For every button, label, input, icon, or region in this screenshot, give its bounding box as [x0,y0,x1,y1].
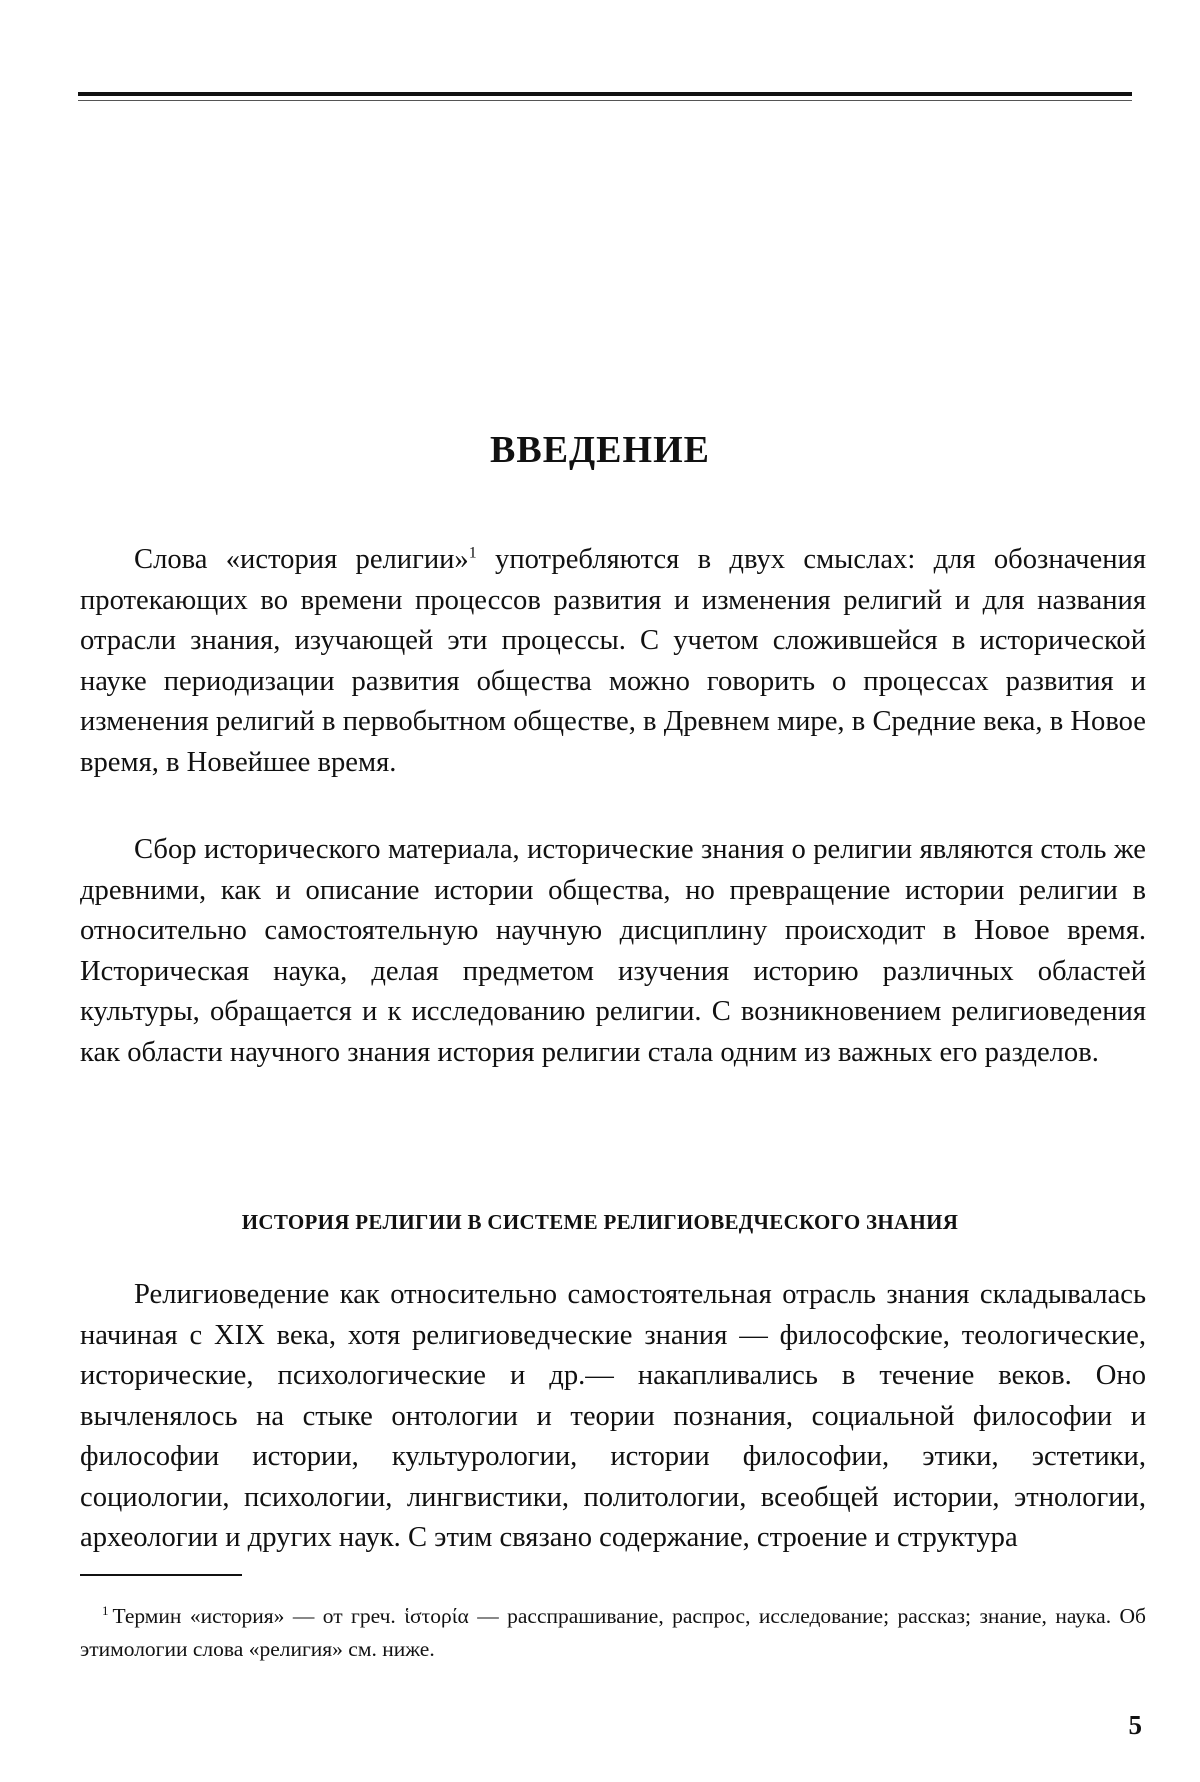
header-rule [78,92,1132,96]
intro-paragraph-1-start: Слова «история религии» [134,544,469,575]
header-rule-thin [78,100,1132,101]
footnote-text: Термин «история» — от греч. ἱστορία — расспрашивание, распрос, исследование; рассказ; знание, наука. Об этимологии слова «религия» см. ниже. [80,1604,1146,1661]
intro-paragraph-1-rest: употребляются в двух смыслах: для обозначения протекающих во времени процессов развития и изменения религий и для названия отрасли знания, изучающей эти процессы. С учетом сложившейся в исторической науке периодизации развития общества можно говорить о процессах развития и изменения религий в первобытном обществе, в Древнем мире, в Средние века, в Новое время, в Новейшее время. [80,544,1146,778]
intro-paragraph-1 [80,540,1146,783]
section-paragraph-1: Религиоведение как относительно самостоятельная отрасль знания складывалась начиная с XIX века, хотя религиоведческие знания — философские, теологические, исторические, психологические и др.— накапливались в течение веков. Оно вычленялось на стыке онтологии и теории познания, социальной философии и философии истории, культурологии, истории философии, этики, эстетики, социологии, психологии, лингвистики, политологии, всеобщей истории, этнологии, археологии и других наук. С этим связано содержание, строение и структура [80,1279,1146,1553]
footnote-marker: 1 [102,1602,109,1618]
section-title: ИСТОРИЯ РЕЛИГИИ В СИСТЕМЕ РЕЛИГИОВЕДЧЕСКОГО ЗНАНИЯ [241,1210,959,1234]
chapter-title: ВВЕДЕНИЕ [490,429,710,471]
page-number: 5 [1128,1710,1142,1740]
footnote [80,1600,1146,1666]
intro-paragraph-2: Сбор исторического материала, исторические знания о религии являются столь же древними, как и описание истории общества, но превращение истории религии в относительно самостоятельную научную дисциплину происходит в Новое время. Историческая наука, делая предметом изучения историю различных областей культуры, обращается и к исследованию религии. С возникновением религиоведения как области научного знания история религии стала одним из важных его разделов. [80,834,1146,1068]
footnote-divider [80,1574,242,1576]
footnote-reference[interactable]: 1 [468,544,477,562]
